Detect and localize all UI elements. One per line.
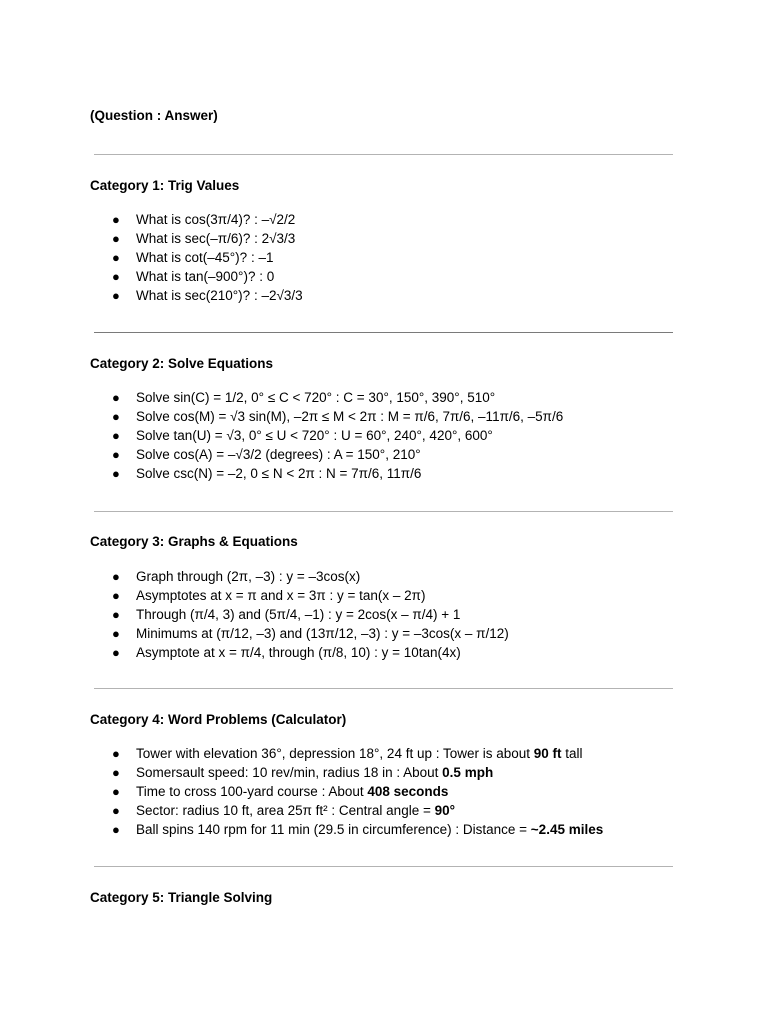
divider bbox=[94, 332, 673, 333]
item-text: Graph through (2π, –3) : y = –3cos(x) bbox=[136, 569, 361, 584]
item-text: What is sec(210°)? : –2√3/3 bbox=[136, 288, 303, 303]
bullet-icon: ● bbox=[112, 626, 120, 641]
category-3-list bbox=[112, 567, 509, 662]
bullet-icon: ● bbox=[112, 250, 120, 265]
bullet-icon: ● bbox=[112, 569, 120, 584]
item-answer-bold: 408 seconds bbox=[367, 784, 449, 799]
item-text: What is sec(–π/6)? : 2√3/3 bbox=[136, 231, 296, 246]
list-item bbox=[112, 426, 563, 445]
item-answer-bold: 90° bbox=[434, 803, 456, 818]
bullet-icon: ● bbox=[112, 390, 120, 405]
bullet-icon: ● bbox=[112, 409, 120, 424]
item-text: Solve cos(A) = –√3/2 (degrees) : A = 150°, 210° bbox=[136, 447, 421, 462]
category-4-heading: Category 4: Word Problems (Calculator) bbox=[90, 712, 347, 727]
item-answer-bold: 90 ft bbox=[533, 746, 562, 761]
category-1-heading: Category 1: Trig Values bbox=[90, 178, 240, 193]
bullet-icon: ● bbox=[112, 645, 120, 660]
list-item bbox=[112, 286, 303, 305]
bullet-icon: ● bbox=[112, 588, 120, 603]
page-header: (Question : Answer) bbox=[90, 108, 218, 123]
item-text: What is cot(–45°)? : –1 bbox=[136, 250, 274, 265]
list-item bbox=[112, 643, 509, 662]
divider bbox=[94, 866, 673, 867]
item-answer-bold: 0.5 mph bbox=[442, 765, 494, 780]
item-text: Solve cos(M) = √3 sin(M), –2π ≤ M < 2π : M = π/6, 7π/6, –11π/6, –5π/6 bbox=[136, 409, 564, 424]
category-4-list bbox=[112, 744, 603, 839]
list-item bbox=[112, 567, 509, 586]
list-item bbox=[112, 445, 563, 464]
list-item bbox=[112, 464, 563, 483]
item-text: Sector: radius 10 ft, area 25π ft² : Central angle = bbox=[136, 803, 435, 818]
list-item bbox=[112, 210, 303, 229]
bullet-icon: ● bbox=[112, 428, 120, 443]
bullet-icon: ● bbox=[112, 822, 120, 837]
list-item bbox=[112, 229, 303, 248]
item-text: Solve csc(N) = –2, 0 ≤ N < 2π : N = 7π/6, 11π/6 bbox=[136, 466, 422, 481]
item-text: Somersault speed: 10 rev/min, radius 18 in : About bbox=[136, 765, 443, 780]
list-item bbox=[112, 801, 603, 820]
item-text: Minimums at (π/12, –3) and (13π/12, –3) : y = –3cos(x – π/12) bbox=[136, 626, 509, 641]
divider bbox=[94, 688, 673, 689]
item-text: Tower with elevation 36°, depression 18°, 24 ft up : Tower is about bbox=[136, 746, 534, 761]
category-2-heading: Category 2: Solve Equations bbox=[90, 356, 274, 371]
bullet-icon: ● bbox=[112, 784, 120, 799]
list-item bbox=[112, 267, 303, 286]
bullet-icon: ● bbox=[112, 803, 120, 818]
bullet-icon: ● bbox=[112, 269, 120, 284]
list-item bbox=[112, 744, 603, 763]
item-text: Solve sin(C) = 1/2, 0° ≤ C < 720° : C = 30°, 150°, 390°, 510° bbox=[136, 390, 496, 405]
list-item bbox=[112, 605, 509, 624]
bullet-icon: ● bbox=[112, 466, 120, 481]
bullet-icon: ● bbox=[112, 212, 120, 227]
bullet-icon: ● bbox=[112, 447, 120, 462]
list-item bbox=[112, 388, 563, 407]
list-item bbox=[112, 763, 603, 782]
bullet-icon: ● bbox=[112, 231, 120, 246]
bullet-icon: ● bbox=[112, 765, 120, 780]
bullet-icon: ● bbox=[112, 288, 120, 303]
bullet-icon: ● bbox=[112, 607, 120, 622]
item-answer-bold: ~2.45 miles bbox=[530, 822, 604, 837]
item-text: Solve tan(U) = √3, 0° ≤ U < 720° : U = 60°, 240°, 420°, 600° bbox=[136, 428, 493, 443]
list-item bbox=[112, 782, 603, 801]
item-text: Through (π/4, 3) and (5π/4, –1) : y = 2cos(x – π/4) + 1 bbox=[136, 607, 461, 622]
divider bbox=[94, 154, 673, 155]
category-1-list bbox=[112, 210, 303, 305]
category-3-heading: Category 3: Graphs & Equations bbox=[90, 534, 298, 549]
list-item bbox=[112, 586, 509, 605]
item-text: What is tan(–900°)? : 0 bbox=[136, 269, 275, 284]
divider bbox=[94, 511, 673, 512]
item-text: Asymptote at x = π/4, through (π/8, 10) : y = 10tan(4x) bbox=[136, 645, 461, 660]
item-text-after: tall bbox=[561, 746, 583, 761]
item-text: Time to cross 100-yard course : About bbox=[136, 784, 368, 799]
item-text: Asymptotes at x = π and x = 3π : y = tan(x – 2π) bbox=[136, 588, 426, 603]
category-5-heading: Category 5: Triangle Solving bbox=[90, 890, 273, 905]
list-item bbox=[112, 407, 563, 426]
list-item bbox=[112, 248, 303, 267]
item-text: What is cos(3π/4)? : –√2/2 bbox=[136, 212, 296, 227]
category-2-list bbox=[112, 388, 563, 483]
list-item bbox=[112, 820, 603, 839]
bullet-icon: ● bbox=[112, 746, 120, 761]
item-text: Ball spins 140 rpm for 11 min (29.5 in circumference) : Distance = bbox=[136, 822, 531, 837]
list-item bbox=[112, 624, 509, 643]
